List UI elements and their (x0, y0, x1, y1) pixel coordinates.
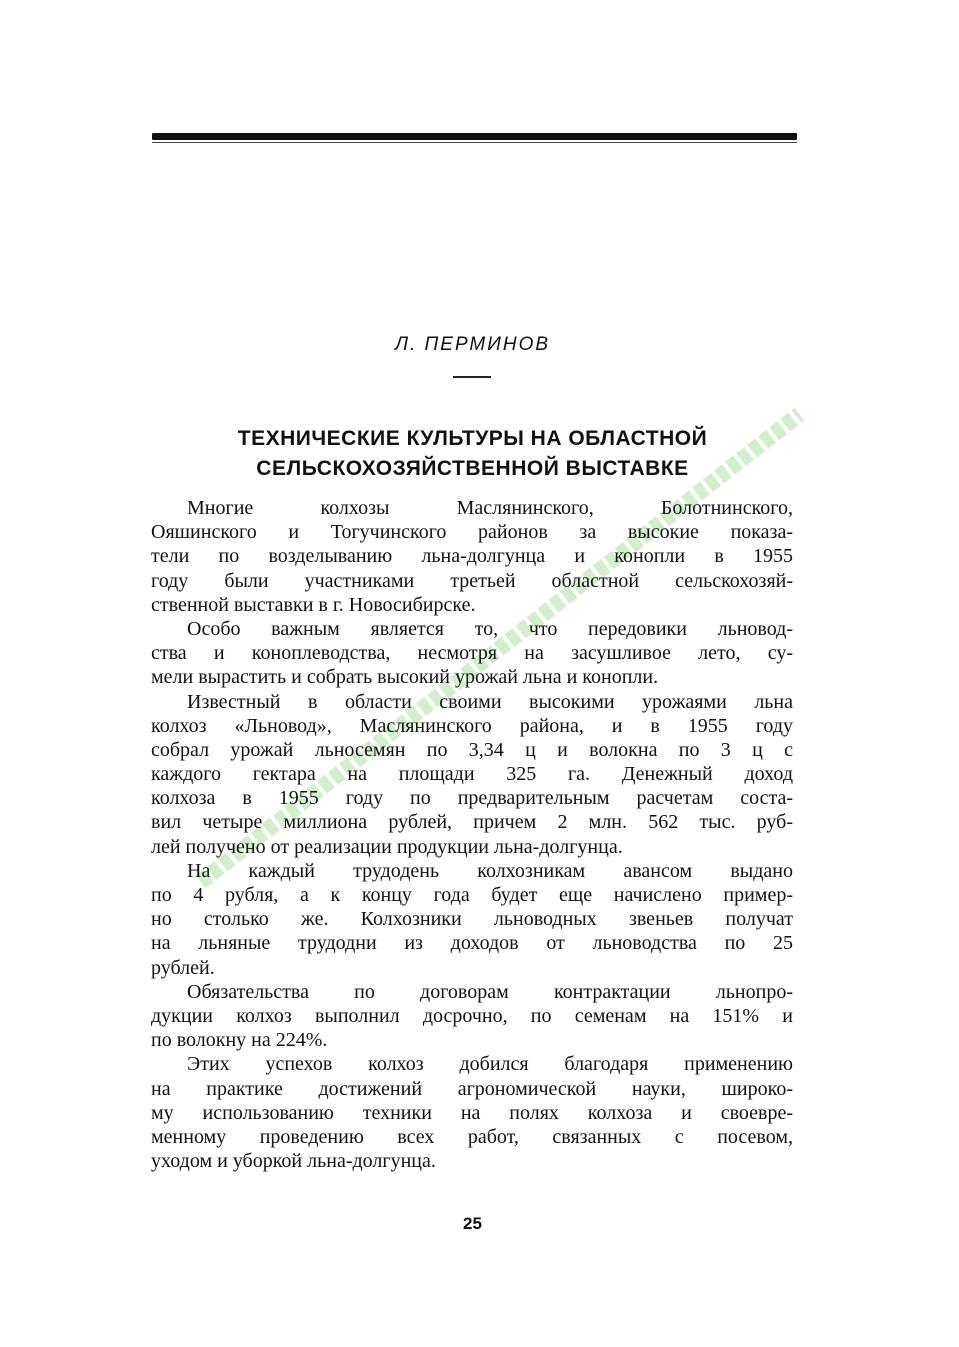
body-line: ства и коноплеводства, несмотря на засушливое лето, су- (151, 642, 793, 665)
body-line: На каждый трудодень колхозникам авансом выдано (187, 859, 793, 882)
article-title-line-1: ТЕХНИЧЕСКИЕ КУЛЬТУРЫ НА ОБЛАСТНОЙ (237, 427, 708, 450)
author-divider (453, 376, 491, 378)
body-line: му использованию техники на полях колхоза и своевре- (151, 1101, 793, 1124)
body-line: уходом и уборкой льна-долгунца. (151, 1150, 436, 1173)
body-line: вил четыре миллиона рублей, причем 2 млн. 562 тыс. руб- (151, 811, 793, 834)
body-line: лей получено от реализации продукции льна-долгунца. (151, 835, 623, 858)
body-line: на льняные трудодни из доходов от льноводства по 25 (151, 932, 793, 955)
body-line: году были участниками третьей областной сельскохозяй- (151, 569, 793, 592)
body-line: Многие колхозы Маслянинского, Болотнинского, (187, 497, 793, 519)
body-line: каждого гектара на площади 325 га. Денежный доход (151, 763, 793, 786)
body-line: мели вырастить и собрать высокий урожай льна и конопли. (151, 666, 659, 689)
body-line: по 4 рубля, а к концу года будет еще начислено пример- (151, 884, 793, 906)
article-title-line-2: СЕЛЬСКОХОЗЯЙСТВЕННОЙ ВЫСТАВКЕ (256, 457, 689, 480)
top-rule-thin (152, 142, 797, 143)
body-line: рублей. (151, 956, 215, 979)
author-name: Л. ПЕРМИНОВ (394, 334, 551, 355)
body-line: Этих успехов колхоз добился благодаря применению (187, 1053, 793, 1076)
top-rule (152, 133, 797, 140)
article-title (150, 424, 795, 484)
body-line: менному проведению всех работ, связанных с посевом, (151, 1125, 793, 1148)
body-line: Особо важным является то, что передовики льновод- (187, 617, 793, 640)
body-line: Ояшинского и Тогучинского районов за высокие показа- (151, 521, 793, 544)
body-line: на практике достижений агрономической науки, широко- (151, 1077, 793, 1100)
body-line: по волокну на 224%. (151, 1029, 328, 1052)
body-line: ственной выставки в г. Новосибирске. (151, 593, 476, 616)
body-line: собрал урожай льносемян по 3,34 ц и волокна по 3 ц с (151, 738, 793, 761)
page-number: 25 (463, 1214, 482, 1233)
body-line: Известный в области своими высокими урожаями льна (187, 690, 793, 713)
body-line: дукции колхоз выполнил досрочно, по семенам на 151% и (151, 1004, 793, 1027)
body-line: но столько же. Колхозники льноводных звеньев получат (151, 908, 793, 931)
body-line: тели по возделыванию льна-долгунца и конопли в 1955 (151, 545, 793, 568)
article-body (151, 496, 793, 1173)
body-line: колхоз «Льновод», Маслянинского района, и в 1955 году (151, 714, 793, 737)
body-line: Обязательства по договорам контрактации льнопро- (187, 980, 793, 1003)
body-line: колхоза в 1955 году по предварительным расчетам соста- (151, 787, 793, 810)
